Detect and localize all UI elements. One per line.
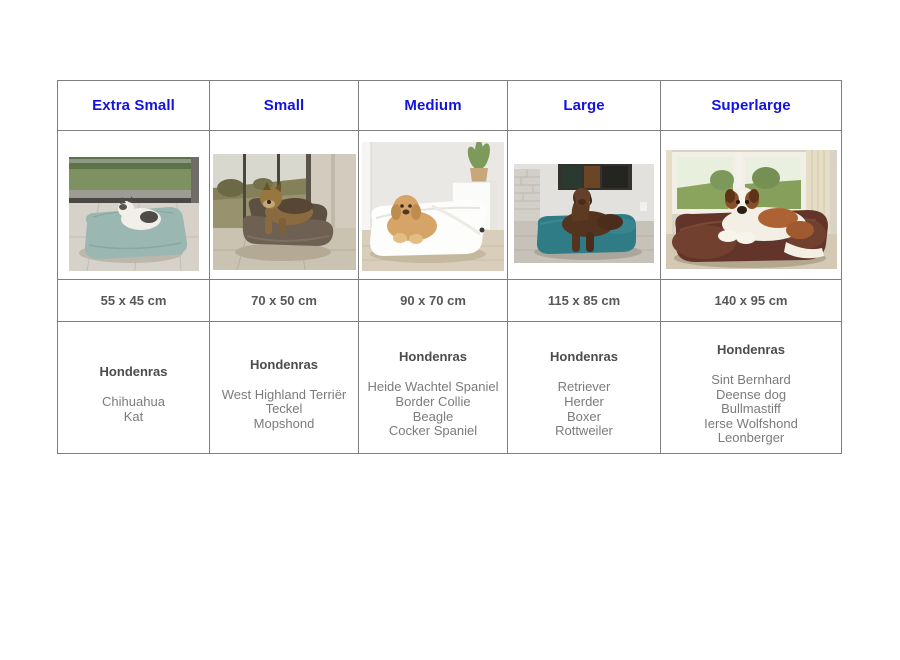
breed-item: Border Collie: [395, 393, 471, 409]
size-large: 115 x 85 cm: [508, 280, 661, 322]
breed-item: Mopshond: [253, 415, 315, 431]
breed-item: Cocker Spaniel: [388, 423, 478, 439]
header-row: [58, 81, 842, 131]
breed-item: Rottweiler: [555, 423, 613, 439]
breed-item: Deense dog: [715, 386, 787, 402]
breed-item: Ierse Wolfshond: [704, 415, 798, 431]
size-superlarge: 140 x 95 cm: [661, 280, 842, 322]
breed-item: Herder: [564, 393, 604, 409]
breed-list-medium: [359, 380, 507, 438]
breed-item: Leonberger: [717, 430, 785, 446]
dog-bed-size-table: [57, 80, 842, 454]
breed-item: Bullmastiff: [721, 401, 781, 417]
column-header-medium: Medium: [359, 81, 508, 131]
photo-medium-bed: [362, 142, 504, 271]
column-header-small: Small: [210, 81, 359, 131]
photo-small-bed: [213, 154, 356, 270]
size-small: 70 x 50 cm: [210, 280, 359, 322]
breed-item: Boxer: [567, 408, 601, 424]
breed-heading: Hondenras: [717, 342, 785, 358]
breed-heading: Hondenras: [399, 349, 467, 365]
breed-heading: Hondenras: [550, 349, 618, 365]
breed-heading: Hondenras: [99, 363, 168, 379]
size-row: [58, 280, 842, 322]
column-header-superlarge: Superlarge: [661, 81, 842, 131]
size-medium: 90 x 70 cm: [359, 280, 508, 322]
photo-superlarge-bed: [666, 150, 837, 269]
breed-list-small: [210, 388, 358, 432]
photo-large-bed: [514, 164, 654, 263]
breed-item: Retriever: [557, 379, 611, 395]
photo-row: [58, 131, 842, 280]
breed-item: Beagle: [412, 408, 454, 424]
breed-item: West Highland Terriër: [221, 386, 347, 402]
size-extra-small: 55 x 45 cm: [58, 280, 210, 322]
breed-item: Heide Wachtel Spaniel: [367, 379, 499, 395]
column-header-extra-small: Extra Small: [58, 81, 210, 131]
breed-item: Teckel: [265, 401, 303, 417]
photo-extra-small-bed: [69, 157, 199, 271]
breed-list-extra-small: [58, 395, 209, 424]
breed-item: Kat: [123, 408, 144, 424]
breed-heading: Hondenras: [250, 356, 318, 372]
breed-list-superlarge: [661, 373, 841, 446]
breed-row: [58, 322, 842, 454]
column-header-large: Large: [508, 81, 661, 131]
breed-item: Chihuahua: [102, 393, 165, 409]
breed-item: Sint Bernhard: [711, 372, 791, 388]
breed-list-large: [508, 380, 660, 438]
